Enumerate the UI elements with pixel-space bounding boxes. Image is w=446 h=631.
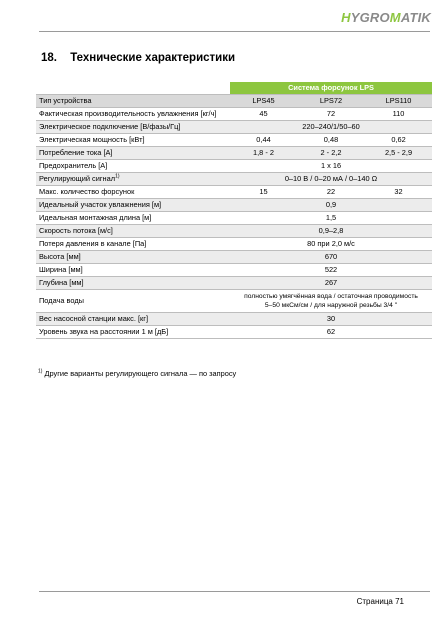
table-cell: 80 при 2,0 м/с	[230, 238, 432, 251]
row-label: Макс. количество форсунок	[36, 186, 230, 199]
table-cell: 62	[230, 326, 432, 339]
table-row	[36, 82, 432, 95]
footnote	[38, 369, 236, 378]
row-label: Фактическая производительность увлажнения [кг/ч]	[36, 108, 230, 121]
row-label: Электрическое подключение [В/фазы/Гц]	[36, 121, 230, 134]
table-cell: 22	[297, 186, 365, 199]
footer-divider	[39, 591, 430, 592]
row-label: Электрическая мощность [кВт]	[36, 134, 230, 147]
table-cell: 0,9–2,8	[230, 225, 432, 238]
table-cell: 1 x 16	[230, 160, 432, 173]
table-row	[36, 277, 432, 290]
row-label: Уровень звука на расстоянии 1 м [дБ]	[36, 326, 230, 339]
table-cell: LPS45	[230, 95, 297, 108]
row-label: Глубина [мм]	[36, 277, 230, 290]
table-row	[36, 160, 432, 173]
table-cell: 0,44	[230, 134, 297, 147]
row-label: Потеря давления в канале [Па]	[36, 238, 230, 251]
table-row	[36, 173, 432, 186]
hygromatik-logo: HYGROMATIK	[341, 10, 431, 25]
table-row	[36, 290, 432, 313]
table-cell: 267	[230, 277, 432, 290]
table-cell: 522	[230, 264, 432, 277]
row-label: Потребление тока [А]	[36, 147, 230, 160]
header-divider	[39, 31, 430, 32]
table-row	[36, 147, 432, 160]
table-row	[36, 199, 432, 212]
water-supply-line-1: полностью умягчённая вода / остаточная проводимость	[244, 293, 418, 300]
row-label: Скорость потока [м/с]	[36, 225, 230, 238]
row-label: Высота [мм]	[36, 251, 230, 264]
section-number: 18.	[41, 52, 57, 64]
row-label: Подача воды	[36, 290, 230, 313]
table-row	[36, 326, 432, 339]
table-cell: 0–10 В / 0–20 мА / 0–140 Ω	[230, 173, 432, 186]
table-cell: 30	[230, 313, 432, 326]
row-label: Ширина [мм]	[36, 264, 230, 277]
table-cell: 45	[230, 108, 297, 121]
table-cell: 670	[230, 251, 432, 264]
table-cell: LPS110	[365, 95, 432, 108]
table-cell: 32	[365, 186, 432, 199]
row-label: Вес насосной станции макс. [кг]	[36, 313, 230, 326]
table-cell: 110	[365, 108, 432, 121]
table-row	[36, 264, 432, 277]
row-label: Идеальный участок увлажнения [м]	[36, 199, 230, 212]
water-supply-line-2: 5–50 мкСм/см / для наружной резьбы 3/4 "	[264, 302, 398, 309]
table-cell: 1,8 - 2	[230, 147, 297, 160]
table-cell: 15	[230, 186, 297, 199]
section-title	[41, 52, 235, 64]
system-header-cell: Система форсунок LPS	[230, 82, 432, 95]
table-row	[36, 121, 432, 134]
table-row	[36, 108, 432, 121]
table-cell: 1,5	[230, 212, 432, 225]
specifications-table	[36, 82, 432, 339]
table-cell: 2,5 - 2,9	[365, 147, 432, 160]
table-row	[36, 313, 432, 326]
empty-cell	[36, 82, 230, 95]
row-label-text: Регулирующий сигнал	[39, 174, 116, 183]
table-row	[36, 225, 432, 238]
row-label: Тип устройства	[36, 95, 230, 108]
table-cell: 0,62	[365, 134, 432, 147]
table-row	[36, 251, 432, 264]
row-label: Предохранитель [А]	[36, 160, 230, 173]
row-label: Идеальная монтажная длина [м]	[36, 212, 230, 225]
table-row	[36, 212, 432, 225]
table-cell: 2 - 2,2	[297, 147, 365, 160]
footnote-marker: 1)	[38, 368, 43, 375]
table-cell: 0,9	[230, 199, 432, 212]
table-row	[36, 186, 432, 199]
table-row	[36, 238, 432, 251]
table-row	[36, 134, 432, 147]
footnote-text: Другие варианты регулирующего сигнала — по запросу	[42, 369, 237, 378]
page-number: Страница 71	[356, 597, 404, 606]
table-cell: 220–240/1/50–60	[230, 121, 432, 134]
table-cell: LPS72	[297, 95, 365, 108]
footnote-marker: 1)	[115, 173, 120, 180]
section-title-text: Технические характеристики	[70, 52, 236, 64]
table-row	[36, 95, 432, 108]
table-cell: 72	[297, 108, 365, 121]
table-cell: 0,48	[297, 134, 365, 147]
table-cell	[230, 290, 432, 313]
row-label	[36, 173, 230, 186]
